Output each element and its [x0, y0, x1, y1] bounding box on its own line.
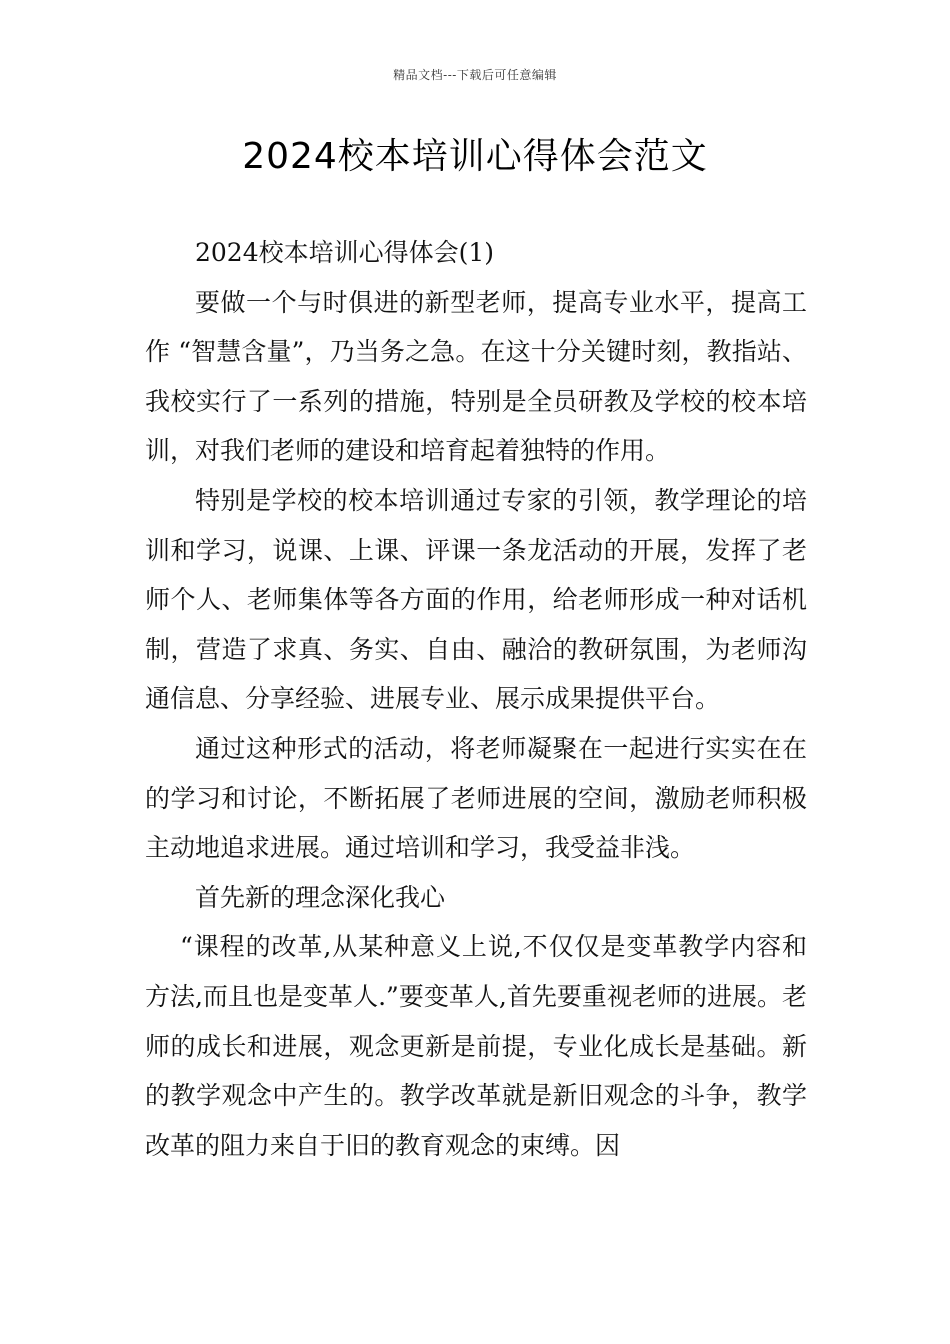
header-note: 精品文档---下载后可任意编辑 [393, 68, 557, 82]
paragraph: 要做一个与时俱进的新型老师，提高专业水平，提高工作 “智慧含量”，乃当务之急。在这十分关键时刻，教指站、我校实行了一系列的措施，特别是全员研教及学校的校本培训，对我们老师的建设和培育起着独特的作用。 [145, 287, 807, 466]
subheading: 首先新的理念深化我心 [195, 882, 446, 912]
document-body [145, 228, 807, 1170]
document-title: 2024校本培训心得体会范文 [242, 136, 708, 177]
paragraph: 特别是学校的校本培训通过专家的引领，教学理论的培训和学习，说课、上课、评课一条龙活动的开展，发挥了老师个人、老师集体等各方面的作用，给老师形成一种对话机制，营造了求真、务实、自由、融洽的教研氛围，为老师沟通信息、分享经验、进展专业、展示成果提供平台。 [145, 485, 807, 714]
paragraph: “课程的改革,从某种意义上说,不仅仅是变革教学内容和方法,而且也是变革人.”要变革人,首先要重视老师的进展。老师的成长和进展，观念更新是前提，专业化成长是基础。新的教学观念中产生的。教学改革就是新旧观念的斗争，教学改革的阻力来自于旧的教育观念的束缚。因 [145, 932, 807, 1160]
section-heading: 2024校本培训心得体会(1) [195, 238, 495, 267]
paragraph: 通过这种形式的活动，将老师凝聚在一起进行实实在在的学习和讨论，不断拓展了老师进展的空间，激励老师积极主动地追求进展。通过培训和学习，我受益非浅。 [145, 733, 807, 863]
